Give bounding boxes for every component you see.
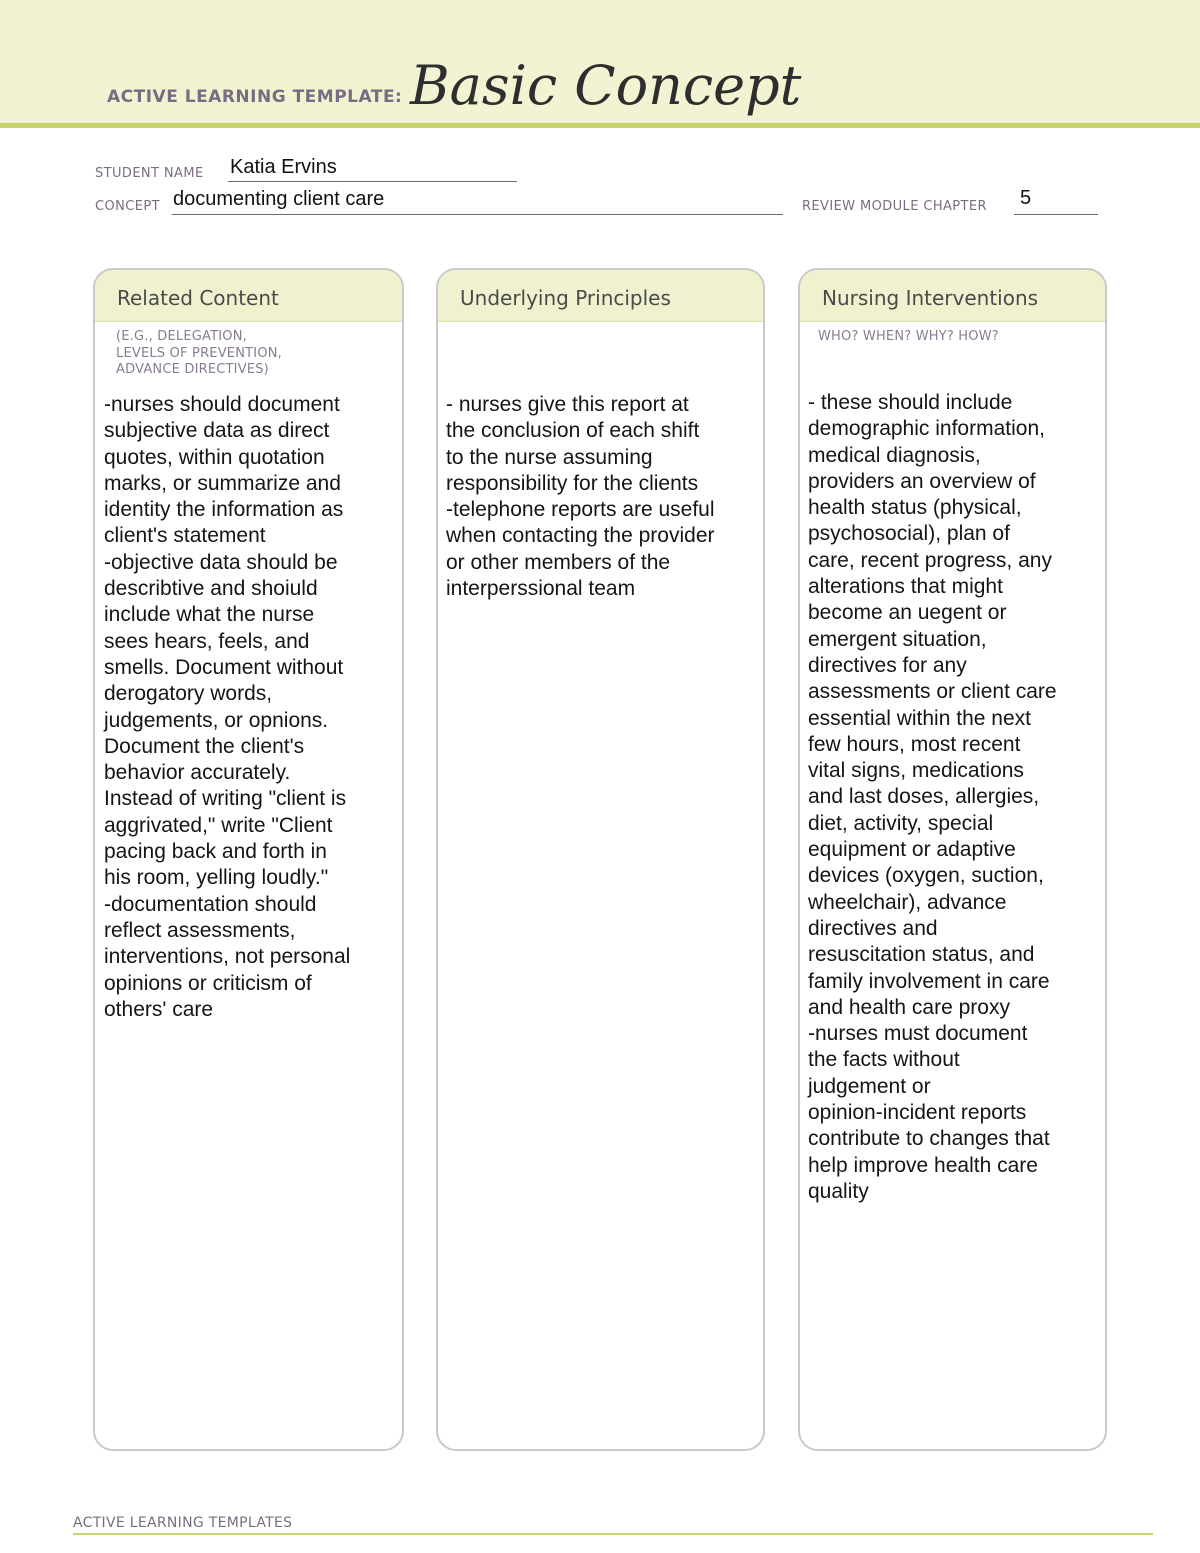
footer-rule <box>73 1533 1153 1535</box>
concept-field[interactable]: documenting client care <box>173 188 385 210</box>
underlying-principles-heading: Underlying Principles <box>438 270 763 322</box>
related-content-hint: (E.G., DELEGATION, LEVELS OF PREVENTION, ADVANCE DIRECTIVES) <box>116 329 283 377</box>
template-title: Basic Concept <box>410 54 802 117</box>
header-rule <box>0 123 1200 128</box>
nursing-interventions-card <box>798 268 1107 1451</box>
related-content-card <box>93 268 404 1451</box>
chapter-field[interactable]: 5 <box>1020 187 1032 209</box>
nursing-interventions-hint: WHO? WHEN? WHY? HOW? <box>818 329 999 344</box>
nursing-interventions-text[interactable]: - these should include demographic information, medical diagnosis, providers an overview of health status (physical, psychosocial), plan of care, recent progress, any alterations that might become an uegent or emergent situation, directives for any assessments or client care essential within the next few hours, most recent vital signs, medications and last doses, allergies, diet, activity, special equipment or adaptive devices (oxygen, suction, wheelchair), advance directives and resuscitation status, and family involvement in care and health care proxy -nurses must document the facts without judgement or opinion-incident reports contribute to changes that help improve health care quality <box>808 391 1057 1203</box>
footer-label: ACTIVE LEARNING TEMPLATES <box>73 1515 293 1531</box>
template-label: ACTIVE LEARNING TEMPLATE: <box>107 87 403 107</box>
underlying-principles-card <box>436 268 765 1451</box>
nursing-interventions-heading: Nursing Interventions <box>800 270 1105 322</box>
concept-label: CONCEPT <box>95 199 160 214</box>
underlying-principles-text[interactable]: - nurses give this report at the conclusion of each shift to the nurse assuming responsibility for the clients -telephone reports are useful when contacting the provider or other members of the interperssional team <box>446 393 715 601</box>
related-content-text[interactable]: -nurses should document subjective data as direct quotes, within quotation marks, or summarize and identity the information as client's statement -objective data should be describtive and shoiuld include what the nurse sees hears, feels, and smells. Document without derogatory words, judgements, or opnions. Document the client's behavior accurately. Instead of writing "client is aggrivated," write "Client pacing back and forth in his room, yelling loudly." -documentation should reflect assessments, interventions, not personal opinions or criticism of others' care <box>104 393 351 1021</box>
student-name-field[interactable]: Katia Ervins <box>230 156 337 178</box>
student-name-label: STUDENT NAME <box>95 166 204 181</box>
related-content-heading: Related Content <box>95 270 402 322</box>
chapter-label: REVIEW MODULE CHAPTER <box>802 199 987 214</box>
